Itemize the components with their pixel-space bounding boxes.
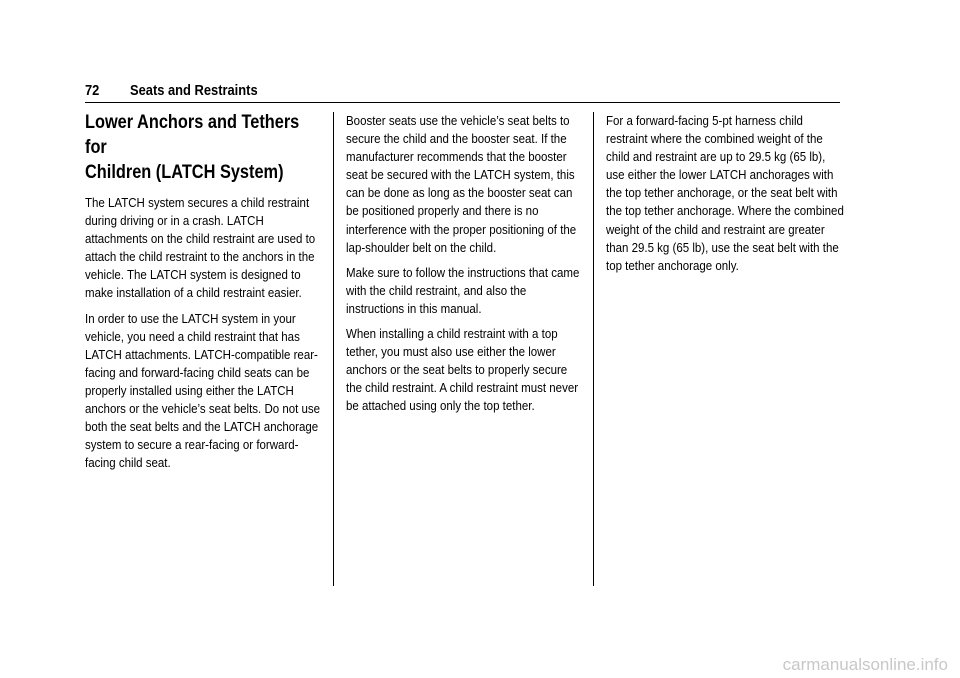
paragraph: For a forward-facing 5-pt harness child restraint where the combined weight of the child and restraint are up to 29.5 kg (65 lb), use either the lower LATCH anchorages with the top tether anchorage, or the seat belt with the top tether anchorage. Where the combined weight of the child and restraint are greater than 29.5 kg (65 lb), use the seat belt with the top tether anchorage only. [606, 113, 844, 273]
section-heading [85, 110, 322, 185]
column-divider [593, 112, 594, 586]
column-divider [333, 112, 334, 586]
page-number: 72 [85, 82, 100, 99]
paragraph: In order to use the LATCH system in your vehicle, you need a child restraint that has LATCH attachments. LATCH-compatible rear-facing and forward-facing child seats can be properly installed using either the LATCH anchors or the vehicle’s seat belts. Do not use both the seat belts and the LATCH anchorage system to secure a rear-facing or forward-facing child seat. [85, 310, 321, 471]
paragraph: Booster seats use the vehicle’s seat belts to secure the child and the booster seat. If the manufacturer recommends that the booster seat be secured with the LATCH system, this can be done as long as the booster seat can be positioned properly and there is no interference with the proper positioning of the lap-shoulder belt on the child. [346, 113, 577, 255]
column-3 [606, 112, 844, 282]
heading-line-1: Lower Anchors and Tethers for [85, 112, 300, 158]
paragraph: When installing a child restraint with a top tether, you must also use either the lower anchors or the seat belts to properly secure the child restraint. A child restraint must never be attached using only the top tether. [346, 326, 579, 414]
header-divider [85, 102, 840, 103]
paragraph: The LATCH system secures a child restraint during driving or in a crash. LATCH attachments on the child restraint are used to attach the child restraint to the anchors in the vehicle. The LATCH system is designed to make installation of a child restraint easier. [85, 195, 316, 301]
page-header [85, 81, 840, 101]
section-title: Seats and Restraints [130, 82, 258, 99]
paragraph: Make sure to follow the instructions that came with the child restraint, and also the instructions in this manual. [346, 264, 580, 316]
column-2 [346, 112, 584, 423]
watermark: carmanualsonline.info [782, 655, 948, 674]
heading-line-2: Children (LATCH System) [85, 162, 284, 183]
column-1 [85, 110, 323, 479]
